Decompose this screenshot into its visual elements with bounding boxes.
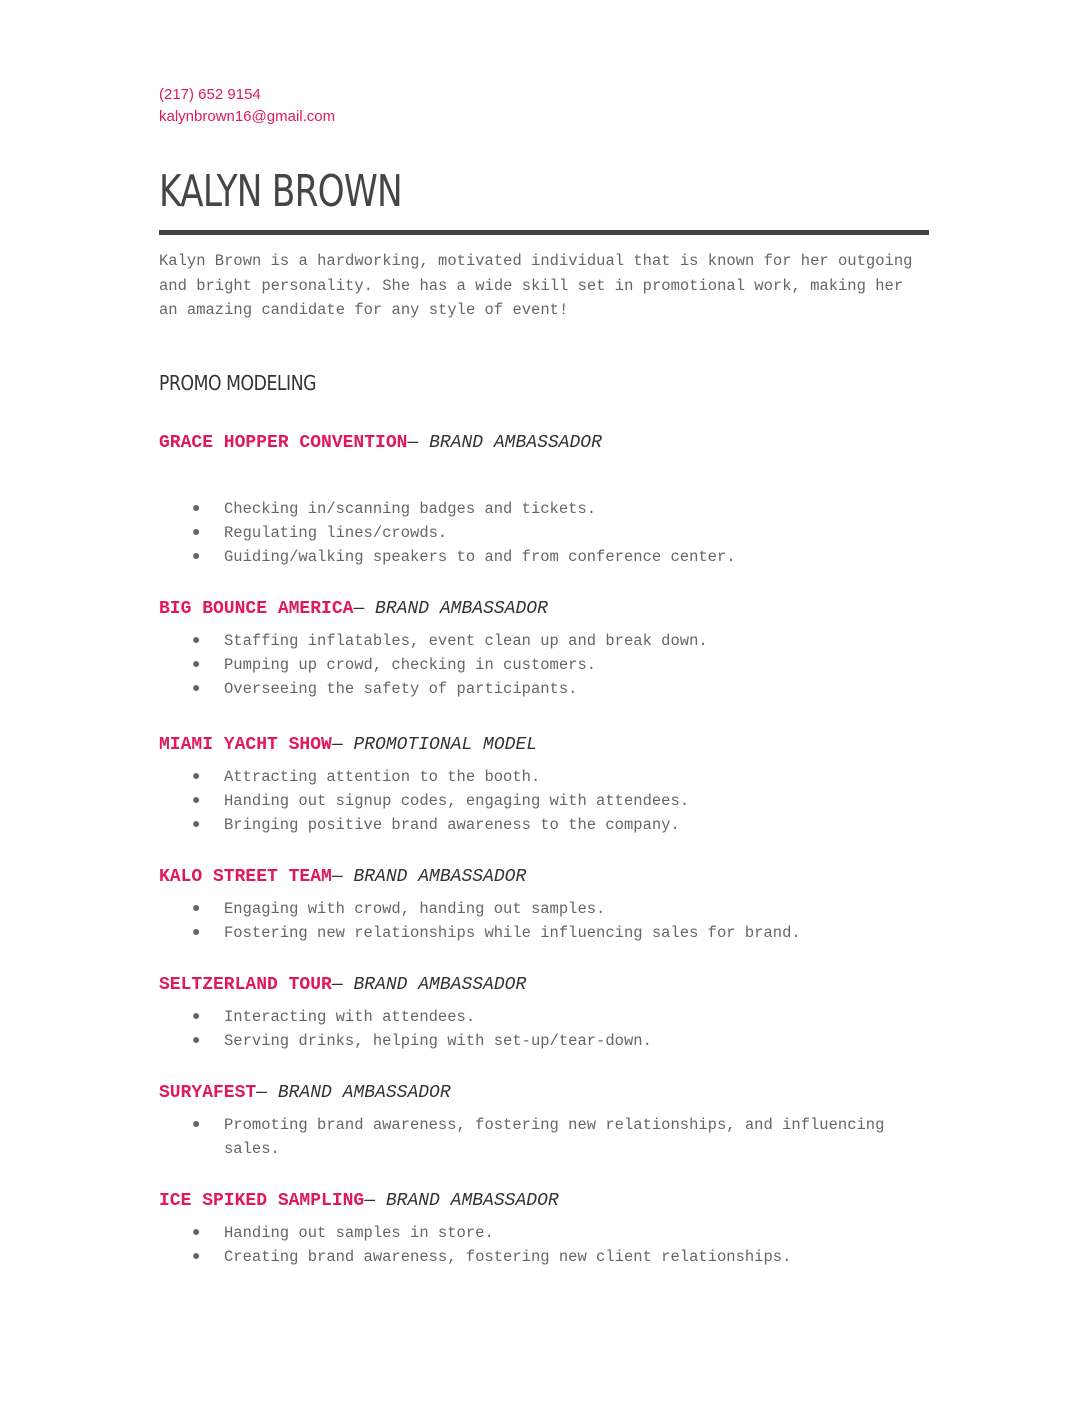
job-separator: — [331, 866, 354, 887]
duty-text: Creating brand awareness, fostering new client relationships. [224, 1247, 792, 1266]
duty-text: Regulating lines/crowds. [224, 523, 448, 542]
duty-text: Handing out samples in store. [224, 1223, 494, 1242]
duty-text: Fostering new relationships while influencing sales for brand. [224, 923, 801, 942]
job-heading [159, 973, 929, 997]
job-role: BRAND AMBASSADOR [429, 432, 602, 453]
job-list [159, 431, 929, 1269]
duty-item [159, 1221, 929, 1245]
duty-item [159, 813, 929, 837]
duty-item [159, 653, 929, 677]
duty-text: Promoting brand awareness, fostering new relationships, and influencing sales. [224, 1115, 885, 1158]
duty-list [159, 897, 929, 945]
duty-text: Handing out signup codes, engaging with attendees. [224, 791, 690, 810]
summary-paragraph: Kalyn Brown is a hardworking, motivated individual that is known for her outgoing and bright personality. She has a wide skill set in promotional work, making her an amazing candidate for any style of event! [159, 252, 913, 319]
duty-text: Staffing inflatables, event clean up and break down. [224, 631, 708, 650]
duty-list [159, 1113, 929, 1161]
job-role: PROMOTIONAL MODEL [353, 734, 538, 755]
job-organization: KALO STREET TEAM [159, 866, 332, 887]
job-role: BRAND AMBASSADOR [353, 866, 527, 887]
duty-item [159, 789, 929, 813]
duty-item [159, 1029, 929, 1053]
job-heading [159, 733, 929, 757]
duty-item [159, 897, 929, 921]
bullet-dot-icon: ● [192, 1224, 201, 1241]
bullet-dot-icon: ● [192, 548, 201, 565]
job-entry [159, 865, 929, 945]
duty-item [159, 497, 929, 521]
bullet-dot-icon: ● [192, 924, 201, 941]
job-organization: SELTZERLAND TOUR [159, 974, 332, 995]
duty-list [159, 497, 929, 569]
job-entry [159, 1081, 929, 1161]
duty-item [159, 521, 929, 545]
duty-item [159, 545, 929, 569]
duty-item [159, 1245, 929, 1269]
job-heading [159, 431, 929, 455]
duty-text: Serving drinks, helping with set-up/tear-down. [224, 1031, 652, 1050]
duty-text: Overseeing the safety of participants. [224, 679, 578, 698]
bullet-dot-icon: ● [192, 656, 201, 673]
duty-text: Bringing positive brand awareness to the company. [224, 815, 680, 834]
job-entry [159, 1189, 929, 1269]
resume-page [159, 84, 929, 1269]
bullet-dot-icon: ● [192, 500, 201, 517]
job-role: BRAND AMBASSADOR [375, 598, 548, 619]
duty-item [159, 1113, 929, 1161]
duty-item [159, 921, 929, 945]
bullet-dot-icon: ● [192, 768, 201, 785]
job-separator: — [331, 734, 354, 755]
job-separator: — [407, 432, 430, 453]
job-heading [159, 1081, 929, 1105]
duty-text: Checking in/scanning badges and tickets. [224, 499, 597, 518]
duty-item [159, 629, 929, 653]
bullet-dot-icon: ● [192, 632, 201, 649]
job-organization: MIAMI YACHT SHOW [159, 734, 332, 755]
duty-text: Interacting with attendees. [224, 1007, 476, 1026]
duty-list [159, 629, 929, 701]
job-organization: BIG BOUNCE AMERICA [159, 598, 354, 619]
bullet-dot-icon: ● [192, 816, 201, 833]
job-separator: — [364, 1190, 386, 1211]
bullet-dot-icon: ● [192, 680, 201, 697]
job-entry [159, 973, 929, 1053]
job-role: BRAND AMBASSADOR [385, 1190, 559, 1211]
duty-list [159, 1005, 929, 1053]
header-divider [159, 230, 929, 235]
duty-item [159, 1005, 929, 1029]
job-entry [159, 431, 929, 569]
contact-email: kalynbrown16@gmail.com [159, 108, 336, 125]
job-organization: SURYAFEST [159, 1082, 257, 1103]
bullet-dot-icon: ● [192, 524, 201, 541]
job-heading [159, 1189, 929, 1213]
bullet-dot-icon: ● [192, 1008, 201, 1025]
job-heading [159, 865, 929, 889]
section-title: PROMO MODELING [159, 370, 317, 395]
job-separator: — [331, 974, 354, 995]
job-entry [159, 597, 929, 701]
job-role: BRAND AMBASSADOR [353, 974, 527, 995]
duty-text: Pumping up crowd, checking in customers. [224, 655, 597, 674]
job-organization: GRACE HOPPER CONVENTION [159, 432, 408, 453]
bullet-dot-icon: ● [192, 900, 201, 917]
job-entry [159, 733, 929, 837]
bullet-dot-icon: ● [192, 1116, 201, 1133]
duty-text: Attracting attention to the booth. [224, 767, 541, 786]
job-separator: — [256, 1082, 278, 1103]
duty-text: Guiding/walking speakers to and from conference center. [224, 547, 736, 566]
contact-block [159, 84, 929, 128]
job-role: BRAND AMBASSADOR [277, 1082, 451, 1103]
duty-list [159, 765, 929, 837]
duty-text: Engaging with crowd, handing out samples. [224, 899, 606, 918]
bullet-dot-icon: ● [192, 1248, 201, 1265]
candidate-name: KALYN BROWN [159, 166, 402, 217]
duty-item [159, 677, 929, 701]
duty-list [159, 1221, 929, 1269]
bullet-dot-icon: ● [192, 792, 201, 809]
job-heading [159, 597, 929, 621]
job-organization: ICE SPIKED SAMPLING [159, 1190, 365, 1211]
duty-item [159, 765, 929, 789]
contact-phone: (217) 652 9154 [159, 86, 261, 103]
bullet-dot-icon: ● [192, 1032, 201, 1049]
job-separator: — [353, 598, 376, 619]
